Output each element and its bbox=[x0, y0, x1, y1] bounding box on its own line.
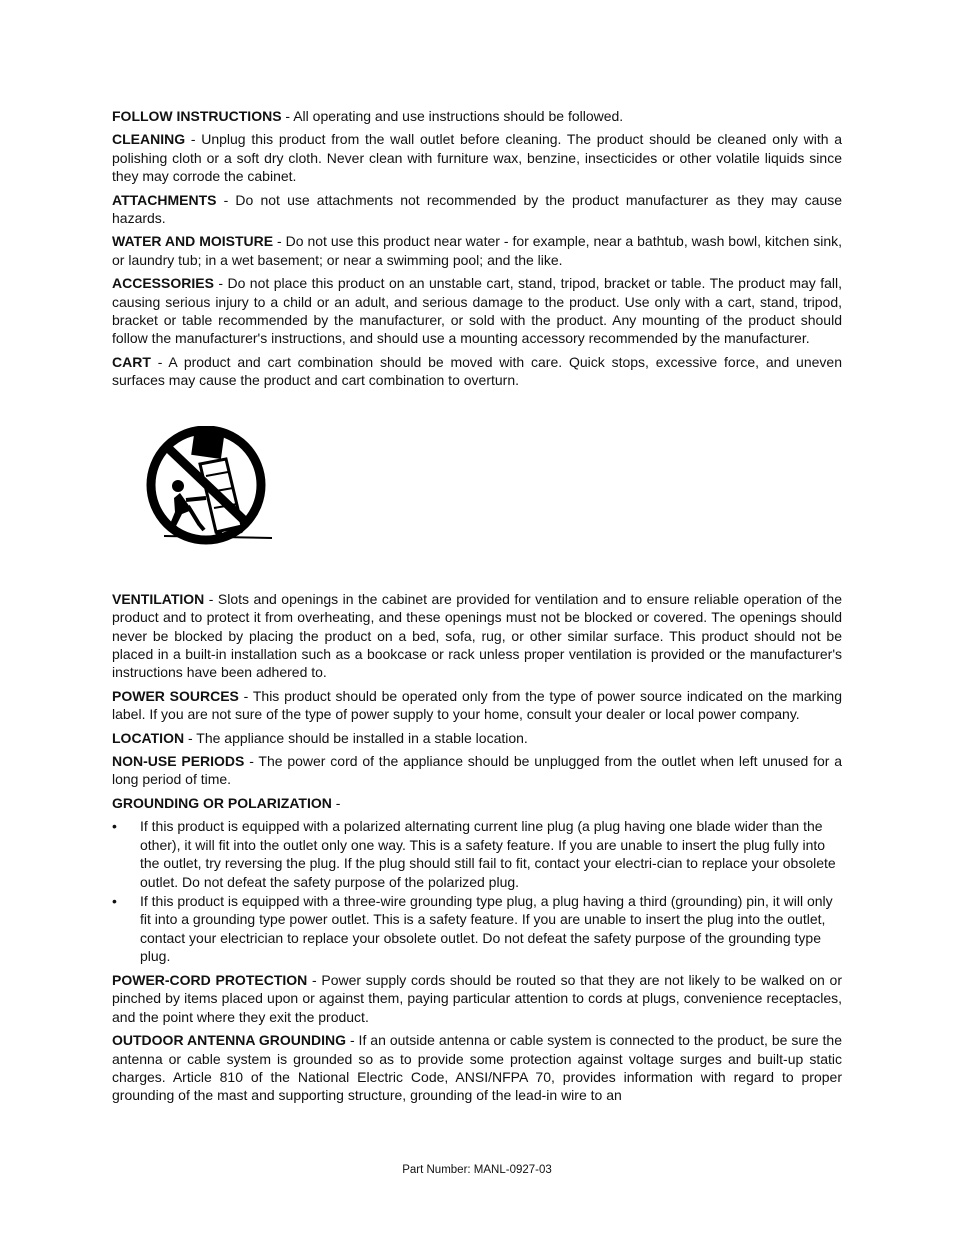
section-text: - The power cord of the appliance should be unplugged from the outlet when left unused for a long period of time. bbox=[112, 752, 843, 788]
list-item-text: If this product is equipped with a polarized alternating current line plug (a plug having one blade wider than the other), it will fit into the outlet only one way. This is a safety feature. If you are unable to insert the plug fully into the outlet, try reversing the plug. If the plug should still fail to fit, contact your electri-cian to replace your obsolete outlet. Do not defeat the safety purpose of the polarized plug. bbox=[140, 818, 836, 890]
section-text: - Power supply cords should be routed so that they are not likely to be walked on or pinched by items placed upon or against them, paying particular attention to cords at plugs, convenience receptacles, and the point where they exit the product. bbox=[112, 971, 842, 1025]
section-cleaning bbox=[112, 130, 842, 185]
section-text: - If an outside antenna or cable system is connected to the product, be sure the antenna or cable system is grounded so as to provide some protection against voltage surges and built-up static charges. Article 810 of the National Electric Code, ANSI/NFPA 70, provides information with regard to proper grounding of the mast and supporting structure, grounding of the lead-in wire to an bbox=[112, 1032, 843, 1104]
section-text: - Do not place this product on an unstable cart, stand, tripod, bracket or table. The product may fall, causing serious injury to a child or an adult, and serious damage to the product. Use only with a cart, stand, tripod, bracket or table recommended by the manufacturer, or sold with the product. Any mounting of the product should follow the manufacturer's instructions, and should use a mounting accessory recommended by the manufacturer. bbox=[112, 275, 842, 347]
section-heading: NON-USE PERIODS bbox=[112, 752, 245, 769]
bullet-icon: • bbox=[112, 818, 117, 835]
bullet-icon: • bbox=[112, 892, 117, 909]
section-heading: FOLLOW INSTRUCTIONS bbox=[112, 108, 282, 124]
section-water-moisture bbox=[112, 232, 842, 269]
section-text: - The appliance should be installed in a stable location. bbox=[184, 729, 528, 746]
section-heading: POWER SOURCES bbox=[112, 687, 239, 704]
section-text: - Slots and openings in the cabinet are provided for ventilation and to ensure reliable operation of the product and to protect it from overheating, and these openings must not be blocked or covered. The openings should never be blocked by placing the product on a bed, sofa, rug, or other similar surface. This product should not be placed in a built-in installation such as a bookcase or rack unless proper ventilation is provided or the manufacturer's instructions have been adhered to. bbox=[112, 590, 842, 681]
footer-part-number: Part Number: MANL-0927-03 bbox=[402, 1164, 552, 1176]
section-text: - bbox=[331, 794, 341, 811]
section-heading: LOCATION bbox=[112, 729, 185, 746]
section-accessories bbox=[112, 274, 842, 348]
grounding-bullet-list bbox=[112, 817, 842, 966]
section-text: - Do not use attachments not recommended by the product manufacturer as they may cause hazards. bbox=[112, 191, 842, 227]
section-heading: WATER AND MOISTURE bbox=[112, 233, 274, 250]
section-text: - Unplug this product from the wall outlet before cleaning. The product should be cleaned only with a polishing cloth or a soft dry cloth. Never clean with furniture wax, benzine, insecticides or other volatile liquids since they may corrode the cabinet. bbox=[112, 131, 842, 185]
section-follow-instructions bbox=[112, 107, 842, 125]
section-power-sources bbox=[112, 687, 842, 724]
section-heading: VENTILATION bbox=[112, 590, 205, 607]
list-item-text: If this product is equipped with a three-wire grounding type plug, a plug having a third (grounding) pin, it will only fit into a grounding type power outlet. This is a safety feature. If you are unable to insert the plug into the outlet, contact your electrician to replace your obsolete outlet. Do not defeat the safety purpose of the grounding type plug. bbox=[140, 892, 833, 965]
section-cart bbox=[112, 353, 842, 390]
section-power-cord-protection bbox=[112, 971, 842, 1026]
section-non-use-periods bbox=[112, 752, 842, 789]
section-heading: POWER-CORD PROTECTION bbox=[112, 971, 308, 988]
section-heading: ATTACHMENTS bbox=[112, 191, 217, 208]
section-heading: ACCESSORIES bbox=[112, 275, 214, 292]
section-location bbox=[112, 729, 842, 747]
list-item bbox=[112, 817, 842, 891]
section-text: - This product should be operated only from the type of power source indicated on the marking label. If you are not sure of the type of power supply to your home, consult your dealer or local power company. bbox=[112, 687, 843, 723]
list-item bbox=[112, 892, 842, 966]
document-body bbox=[112, 107, 842, 1110]
section-text: - Do not use this product near water - for example, near a bathtub, wash bowl, kitchen sink, or laundry tub; in a wet basement; or near a swimming pool; and the like. bbox=[112, 233, 842, 268]
section-ventilation bbox=[112, 590, 842, 682]
cart-tip-over-warning-icon bbox=[144, 426, 274, 550]
section-text: - A product and cart combination should be moved with care. Quick stops, excessive force, and uneven surfaces may cause the product and cart combination to overturn. bbox=[112, 353, 842, 389]
section-heading: CART bbox=[112, 353, 151, 370]
section-grounding bbox=[112, 794, 842, 812]
section-outdoor-antenna-grounding bbox=[112, 1031, 842, 1105]
section-attachments bbox=[112, 191, 842, 228]
section-heading: OUTDOOR ANTENNA GROUNDING bbox=[112, 1032, 346, 1049]
section-heading: CLEANING bbox=[112, 131, 186, 148]
section-heading: GROUNDING OR POLARIZATION bbox=[112, 794, 332, 811]
cart-warning-figure bbox=[112, 426, 842, 580]
section-text: - All operating and use instructions should be followed. bbox=[281, 108, 624, 124]
